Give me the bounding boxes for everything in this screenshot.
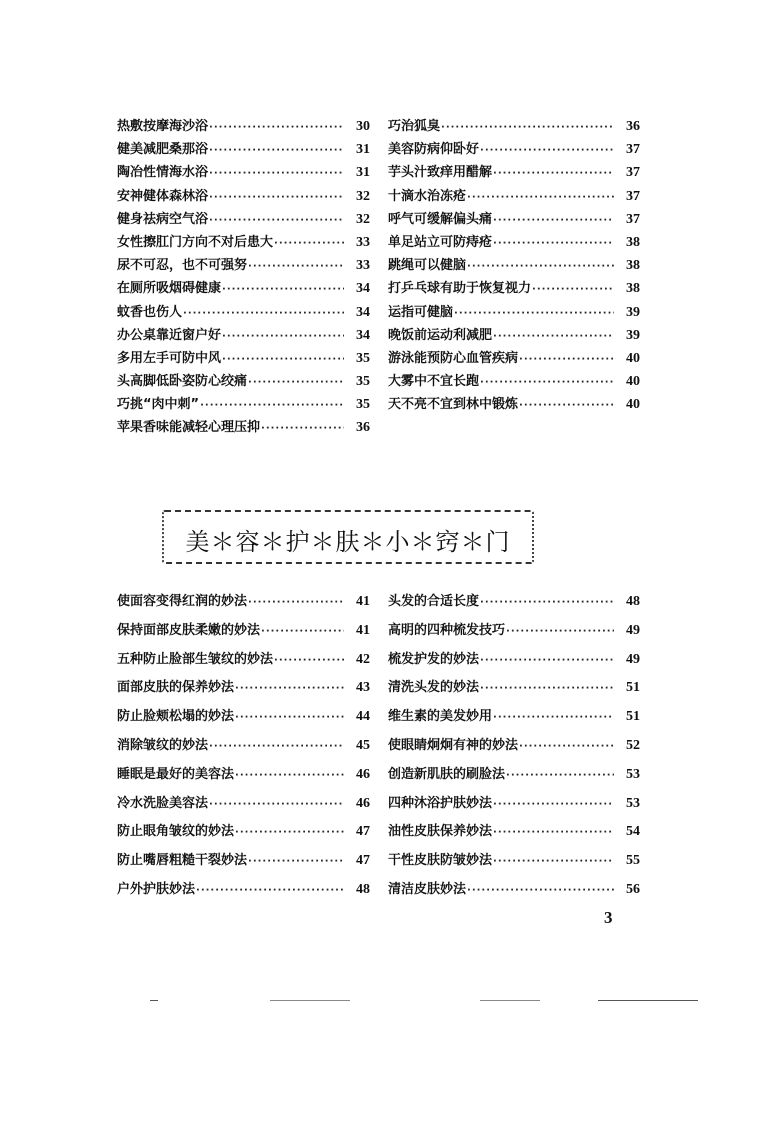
toc-entry [117,324,370,347]
entry-title: 保持面部皮肤柔嫩的妙法 [117,622,261,638]
toc-entry [117,590,370,619]
entry-page: 47 [356,853,370,869]
toc-entry [388,763,640,792]
dot-leader [467,261,614,272]
entry-title: 清洁皮肤妙法 [388,881,467,897]
entry-title: 创造新肌肤的刷脸法 [388,766,506,782]
dot-leader [209,215,344,226]
toc-entry [117,763,370,792]
dot-leader [183,308,344,319]
dot-leader [248,377,344,388]
toc-entry [388,324,640,347]
entry-page: 56 [626,881,640,897]
entry-title: 防止嘴唇粗糙干裂妙法 [117,853,248,869]
dot-leader [519,400,614,411]
toc-entry [388,878,640,907]
entry-title: 跳绳可以健脑 [388,258,467,274]
entry-page: 37 [626,142,640,158]
entry-page: 47 [356,824,370,840]
entry-page: 38 [626,258,640,274]
toc-entry [117,347,370,370]
dot-leader [222,284,344,295]
toc-entry [388,208,640,231]
entry-title: 巧挑“肉中刺” [117,397,200,413]
entry-page: 51 [626,709,640,725]
toc-entry [117,115,370,138]
dot-leader [235,712,344,723]
dot-leader [235,683,344,694]
toc-entry [388,185,640,208]
entry-title: 在厕所吸烟碍健康 [117,281,222,297]
entry-page: 49 [626,651,640,667]
entry-title: 打乒乓球有助于恢复视力 [388,281,532,297]
toc-entry [388,161,640,184]
entry-title: 天不亮不宜到林中锻炼 [388,397,519,413]
entry-page: 30 [356,119,370,134]
entry-page: 37 [626,165,640,181]
entry-title: 热敷按摩海沙浴 [117,119,209,134]
entry-title: 防止眼角皱纹的妙法 [117,824,235,840]
entry-title: 陶冶性情海水浴 [117,165,209,181]
dot-leader [222,331,344,342]
dot-leader [467,192,614,203]
entry-page: 39 [626,304,640,320]
entry-title: 高明的四种梳发技巧 [388,622,506,638]
entry-title: 单足站立可防痔疮 [388,234,493,250]
toc-entry [388,231,640,254]
dot-leader [480,145,614,156]
toc-entry [117,648,370,677]
toc-entry [388,138,640,161]
dot-leader [441,122,614,133]
entry-page: 41 [356,594,370,609]
toc-entry [117,676,370,705]
entry-page: 42 [356,651,370,667]
entry-page: 48 [626,594,640,609]
entry-page: 38 [626,234,640,250]
toc-column-3 [117,590,370,907]
entry-title: 晚饭前运动利减肥 [388,327,493,343]
scan-artifact [480,1000,540,1001]
section-title: 美＊容＊护＊肤＊小＊窍＊门 [185,528,511,556]
dot-leader [480,683,614,694]
dot-leader [209,192,344,203]
entry-title: 睡眠是最好的美容法 [117,766,235,782]
dot-leader [454,308,614,319]
dot-leader [209,799,344,810]
scan-artifact [598,1000,698,1001]
dot-leader [493,827,614,838]
entry-title: 油性皮肤保养妙法 [388,824,493,840]
toc-entry [388,393,640,416]
toc-column-1 [117,115,370,440]
dot-leader [493,799,614,810]
dot-leader [274,238,344,249]
entry-title: 蚊香也伤人 [117,304,183,320]
dot-leader [493,215,614,226]
entry-page: 40 [626,374,640,390]
dot-leader [519,741,614,752]
entry-title: 芋头汁致痒用醋解 [388,165,493,181]
toc-entry [388,676,640,705]
toc-entry [117,393,370,416]
dot-leader [480,377,614,388]
entry-title: 四种沐浴护肤妙法 [388,795,493,811]
entry-page: 53 [626,795,640,811]
toc-entry [117,254,370,277]
entry-page: 37 [626,211,640,227]
entry-page: 52 [626,737,640,753]
toc-column-4 [388,590,640,907]
toc-entry [117,161,370,184]
dot-leader [209,122,344,133]
entry-page: 43 [356,680,370,696]
entry-page: 51 [626,680,640,696]
entry-page: 35 [356,374,370,390]
toc-entry [117,792,370,821]
dot-leader [209,168,344,179]
dot-leader [248,856,344,867]
scan-artifact [150,1000,158,1001]
toc-entry [117,878,370,907]
toc-entry [117,185,370,208]
dot-leader [493,168,614,179]
dot-leader [519,354,614,365]
entry-title: 防止脸颊松塌的妙法 [117,709,235,725]
entry-title: 头高脚低卧姿防心绞痛 [117,374,248,390]
entry-title: 头发的合适长度 [388,594,480,609]
dot-leader [274,655,344,666]
dot-leader [248,597,344,608]
entry-title: 游泳能预防心血管疾病 [388,350,519,366]
toc-entry [388,619,640,648]
dot-leader [506,626,614,637]
toc-entry [388,792,640,821]
dot-leader [261,423,344,434]
toc-entry [117,820,370,849]
entry-page: 31 [356,142,370,158]
entry-title: 梳发护发的妙法 [388,651,480,667]
scan-artifact [270,1000,350,1001]
entry-title: 健美减肥桑那浴 [117,142,209,158]
toc-entry [388,370,640,393]
entry-page: 46 [356,795,370,811]
dot-leader [261,626,344,637]
entry-title: 美容防病仰卧好 [388,142,480,158]
toc-entry [117,849,370,878]
entry-page: 45 [356,737,370,753]
entry-title: 健身祛病空气浴 [117,211,209,227]
entry-title: 安神健体森林浴 [117,188,209,204]
entry-page: 38 [626,281,640,297]
entry-page: 35 [356,350,370,366]
entry-page: 40 [626,350,640,366]
entry-page: 40 [626,397,640,413]
toc-entry [388,254,640,277]
toc-column-2 [388,115,640,416]
entry-title: 冷水洗脸美容法 [117,795,209,811]
entry-page: 32 [356,188,370,204]
entry-page: 39 [626,327,640,343]
dot-leader [200,400,344,411]
entry-page: 32 [356,211,370,227]
dot-leader [209,145,344,156]
entry-page: 37 [626,188,640,204]
entry-title: 使面容变得红润的妙法 [117,594,248,609]
entry-title: 维生素的美发妙用 [388,709,493,725]
entry-title: 五种防止脸部生皱纹的妙法 [117,651,274,667]
entry-title: 使眼睛炯炯有神的妙法 [388,737,519,753]
dot-leader [493,238,614,249]
entry-title: 巧治狐臭 [388,119,441,134]
dot-leader [480,597,614,608]
entry-title: 十滴水治冻疮 [388,188,467,204]
toc-entry [388,820,640,849]
entry-page: 35 [356,397,370,413]
entry-page: 41 [356,622,370,638]
entry-page: 34 [356,304,370,320]
entry-page: 53 [626,766,640,782]
toc-entry [388,115,640,138]
entry-title: 多用左手可防中风 [117,350,222,366]
toc-entry [117,138,370,161]
dot-leader [248,261,344,272]
toc-entry [388,347,640,370]
entry-title: 户外护肤妙法 [117,881,196,897]
toc-entry [117,370,370,393]
entry-title: 办公桌靠近窗户好 [117,327,222,343]
toc-entry [388,648,640,677]
entry-page: 44 [356,709,370,725]
dot-leader [506,770,614,781]
entry-title: 清洗头发的妙法 [388,680,480,696]
entry-page: 36 [356,420,370,436]
entry-title: 尿不可忍，也不可强努 [117,258,248,274]
dot-leader [493,712,614,723]
toc-entry [117,301,370,324]
entry-title: 呼气可缓解偏头痛 [388,211,493,227]
dot-leader [235,770,344,781]
toc-entry [117,277,370,300]
entry-title: 大雾中不宜长跑 [388,374,480,390]
entry-title: 面部皮肤的保养妙法 [117,680,235,696]
toc-entry [117,231,370,254]
entry-page: 46 [356,766,370,782]
toc-entry [388,277,640,300]
entry-page: 55 [626,853,640,869]
section-banner [158,504,538,570]
dot-leader [493,331,614,342]
entry-page: 54 [626,824,640,840]
toc-entry [388,590,640,619]
entry-page: 36 [626,119,640,134]
dot-leader [467,885,614,896]
dot-leader [209,741,344,752]
entry-title: 女性擦肛门方向不对后患大 [117,234,274,250]
dot-leader [235,827,344,838]
entry-page: 34 [356,281,370,297]
toc-entry [117,416,370,439]
entry-title: 苹果香味能减轻心理压抑 [117,420,261,436]
entry-page: 34 [356,327,370,343]
dot-leader [196,885,344,896]
entry-page: 49 [626,622,640,638]
entry-title: 运指可健脑 [388,304,454,320]
toc-entry [117,734,370,763]
dot-leader [532,284,614,295]
entry-title: 消除皱纹的妙法 [117,737,209,753]
dot-leader [480,655,614,666]
toc-entry [388,734,640,763]
entry-page: 31 [356,165,370,181]
dot-leader [222,354,344,365]
dot-leader [493,856,614,867]
toc-entry [388,849,640,878]
entry-title: 干性皮肤防皱妙法 [388,853,493,869]
entry-page: 48 [356,881,370,897]
page-number: 3 [604,908,613,927]
entry-page: 33 [356,234,370,250]
toc-entry [117,705,370,734]
toc-entry [117,208,370,231]
toc-entry [117,619,370,648]
toc-entry [388,705,640,734]
toc-entry [388,301,640,324]
entry-page: 33 [356,258,370,274]
